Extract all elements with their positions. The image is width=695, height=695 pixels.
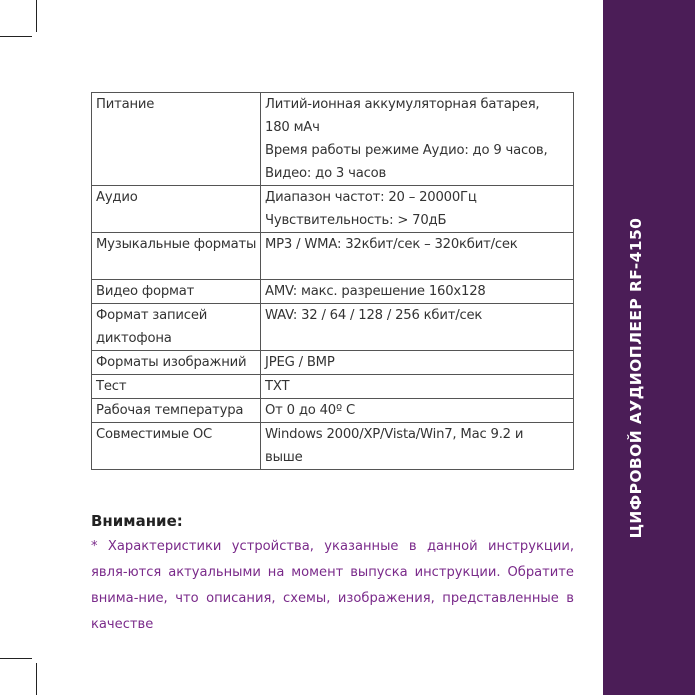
spec-value: JPEG / BMP: [261, 351, 574, 375]
sidebar-band: [603, 0, 695, 695]
spec-table: [91, 92, 574, 470]
spec-value: WAV: 32 / 64 / 128 / 256 кбит/сек: [261, 304, 574, 351]
spec-value: AMV: макс. разрешение 160x128: [261, 280, 574, 304]
crop-mark: [36, 0, 37, 32]
spec-key: Питание: [92, 93, 261, 186]
spec-value: Диапазон частот: 20 – 20000Гц Чувствительность: > 70дБ: [261, 186, 574, 233]
crop-mark: [36, 663, 37, 695]
notice-title: Внимание:: [91, 512, 183, 530]
table-row: [92, 423, 574, 470]
crop-mark: [0, 36, 32, 37]
spec-key: Совместимые ОС: [92, 423, 261, 470]
table-row: [92, 399, 574, 423]
spec-value: Windows 2000/XP/Vista/Win7, Mac 9.2 и выше: [261, 423, 574, 470]
spec-value: Литий-ионная аккумуляторная батарея, 180 мАч Время работы режиме Аудио: до 9 часов, Видео: до 3 часов: [261, 93, 574, 186]
spec-value: От 0 до 40º С: [261, 399, 574, 423]
spec-key: Тест: [92, 375, 261, 399]
spec-value: TXT: [261, 375, 574, 399]
notice-text: * Характеристики устройства, указанные в данной инструкции, явля-ются актуальными на момент выпуска инструкции. Обратите внима-ние, что описания, схемы, изображения, представленные в качестве: [91, 539, 574, 632]
spec-key: Аудио: [92, 186, 261, 233]
spec-key: Музыкальные форматы: [92, 233, 261, 280]
spec-key: Форматы изображний: [92, 351, 261, 375]
table-row: [92, 186, 574, 233]
spec-key: Формат записей диктофона: [92, 304, 261, 351]
table-row: [92, 280, 574, 304]
spec-value: MP3 / WMA: 32кбит/сек – 320кбит/сек: [261, 233, 574, 280]
sidebar-title: ЦИФРОВОЙ АУДИОПЛЕЕР RF-4150: [627, 217, 645, 539]
spec-key: Рабочая температура: [92, 399, 261, 423]
table-row: [92, 375, 574, 399]
crop-mark: [0, 658, 32, 659]
table-row: [92, 351, 574, 375]
table-row: [92, 304, 574, 351]
table-row: [92, 93, 574, 186]
spec-key: Видео формат: [92, 280, 261, 304]
table-row: [92, 233, 574, 280]
